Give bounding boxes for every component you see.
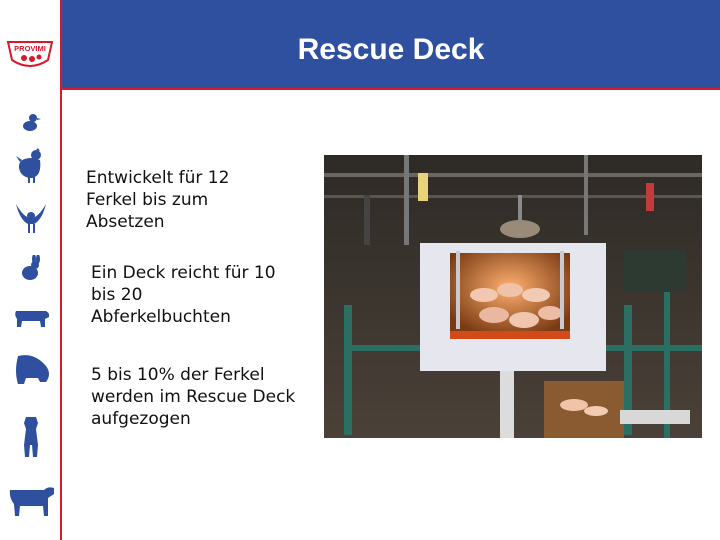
paragraph-development: Entwickelt für 12 Ferkel bis zum Absetzen [86, 168, 230, 232]
svg-text:PROVIMI: PROVIMI [14, 44, 46, 53]
cow-icon [8, 482, 56, 520]
sidebar-divider [60, 0, 62, 540]
slide-title: Rescue Deck [297, 33, 485, 66]
calf-icon [18, 415, 44, 459]
pig-icon [12, 305, 50, 331]
paragraph-capacity: Ein Deck reicht für 10 bis 20 Abferkelbuchten [91, 263, 276, 327]
provimi-logo [6, 38, 54, 70]
paragraph-share: 5 bis 10% der Ferkel werden im Rescue Deck aufgezogen [91, 365, 296, 429]
header-divider [62, 88, 720, 90]
sow-icon [12, 352, 52, 388]
chick-icon [20, 112, 42, 134]
hen-icon [16, 148, 46, 184]
rescue-deck-photo [324, 155, 702, 438]
rabbit-icon [20, 255, 42, 281]
turkey-icon [14, 200, 48, 236]
